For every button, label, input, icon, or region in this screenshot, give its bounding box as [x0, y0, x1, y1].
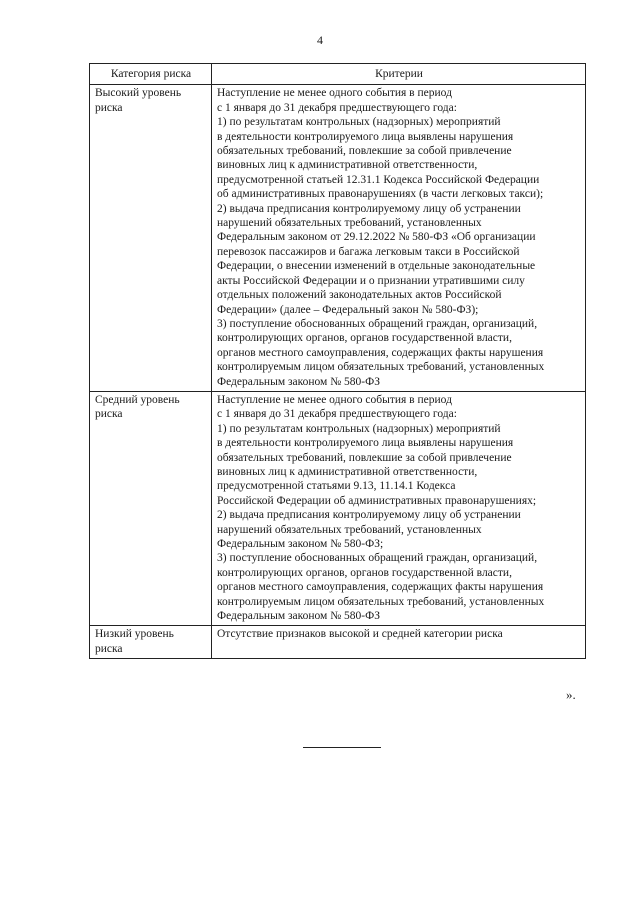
criteria-line: с 1 января до 31 декабря предшествующего года:: [217, 101, 457, 114]
criteria-line: виновных лиц к административной ответственности,: [217, 159, 478, 172]
criteria-line: контролирующих органов, органов государственной власти,: [217, 332, 512, 345]
criteria-line: обязательных требований, повлекшие за собой привлечение: [217, 451, 512, 464]
criteria-line: контролирующих органов, органов государственной власти,: [217, 566, 512, 579]
criteria-line: Федеральным законом № 580-ФЗ;: [217, 538, 384, 550]
criteria-line: контролируемым лицом обязательных требований, установленных: [217, 361, 545, 374]
criteria-line: обязательных требований, повлекшие за собой привлечение: [217, 145, 512, 158]
criteria-line: контролируемым лицом обязательных требований, установленных: [217, 595, 545, 608]
criteria-line: 2) выдача предписания контролируемому лицу об устранении: [217, 509, 521, 522]
risk-category-table: [89, 63, 586, 659]
header-criteria: Критерии: [212, 64, 586, 85]
category-line: риска: [95, 408, 123, 421]
table-header-row: [90, 64, 586, 85]
criteria-line: Федерации, о внесении изменений в отдельные законодательные: [217, 260, 536, 273]
criteria-cell: [212, 85, 586, 392]
criteria-line: Наступление не менее одного события в период: [217, 87, 452, 100]
criteria-cell: [212, 391, 586, 626]
criteria-cell: [212, 626, 586, 659]
header-risk-category: Категория риска: [90, 64, 212, 85]
criteria-line: перевозок пассажиров и багажа легковым такси в Российской: [217, 245, 520, 258]
table-row-high-risk: [90, 85, 586, 392]
criteria-line: 2) выдача предписания контролируемому лицу об устранении: [217, 202, 521, 215]
criteria-line: 3) поступление обоснованных обращений граждан, организаций,: [217, 317, 538, 330]
criteria-line: предусмотренной статьей 12.31.1 Кодекса Российской Федерации: [217, 173, 540, 186]
criteria-line: виновных лиц к административной ответственности,: [217, 465, 478, 478]
criteria-line: акты Российской Федерации и о признании утратившими силу: [217, 274, 525, 287]
criteria-line: 3) поступление обоснованных обращений граждан, организаций,: [217, 552, 538, 565]
table-row-low-risk: [90, 626, 586, 659]
criteria-line: в деятельности контролируемого лица выявлены нарушения: [217, 437, 514, 450]
criteria-line: Отсутствие признаков высокой и средней категории риска: [217, 628, 503, 641]
criteria-line: Федеральным законом № 580-ФЗ: [217, 610, 380, 623]
category-line: Высокий уровень: [95, 87, 182, 100]
criteria-line: в деятельности контролируемого лица выявлены нарушения: [217, 130, 514, 143]
criteria-line: Российской Федерации об административных правонарушениях;: [217, 494, 537, 507]
criteria-line: органов местного самоуправления, содержащих факты нарушения: [217, 346, 544, 359]
criteria-line: Федеральным законом № 580-ФЗ: [217, 375, 380, 388]
criteria-line: органов местного самоуправления, содержащих факты нарушения: [217, 581, 544, 594]
criteria-line: 1) по результатам контрольных (надзорных) мероприятий: [217, 422, 501, 435]
page-number: 4: [317, 33, 323, 47]
criteria-line: об административных правонарушениях (в части легковых такси);: [217, 188, 544, 201]
closing-quote-mark: ».: [566, 687, 576, 702]
criteria-line: 1) по результатам контрольных (надзорных) мероприятий: [217, 116, 501, 129]
criteria-line: с 1 января до 31 декабря предшествующего года:: [217, 408, 457, 421]
category-line: риска: [95, 642, 123, 655]
category-line: Средний уровень: [95, 393, 180, 406]
category-cell: [90, 626, 212, 659]
criteria-line: Федеральным законом от 29.12.2022 № 580-ФЗ «Об организации: [217, 231, 536, 244]
criteria-line: Федерации» (далее – Федеральный закон № 580-ФЗ);: [217, 303, 479, 316]
category-cell: [90, 391, 212, 626]
end-divider: [303, 747, 381, 748]
criteria-line: предусмотренной статьями 9.13, 11.14.1 Кодекса: [217, 480, 456, 493]
category-line: риска: [95, 101, 123, 114]
category-cell: [90, 85, 212, 392]
criteria-line: нарушений обязательных требований, установленных: [217, 217, 482, 230]
table-row-medium-risk: [90, 391, 586, 626]
criteria-line: отдельных положений законодательных актов Российской: [217, 289, 502, 302]
criteria-line: Наступление не менее одного события в период: [217, 393, 452, 406]
category-line: Низкий уровень: [95, 628, 174, 641]
criteria-line: нарушений обязательных требований, установленных: [217, 523, 482, 536]
